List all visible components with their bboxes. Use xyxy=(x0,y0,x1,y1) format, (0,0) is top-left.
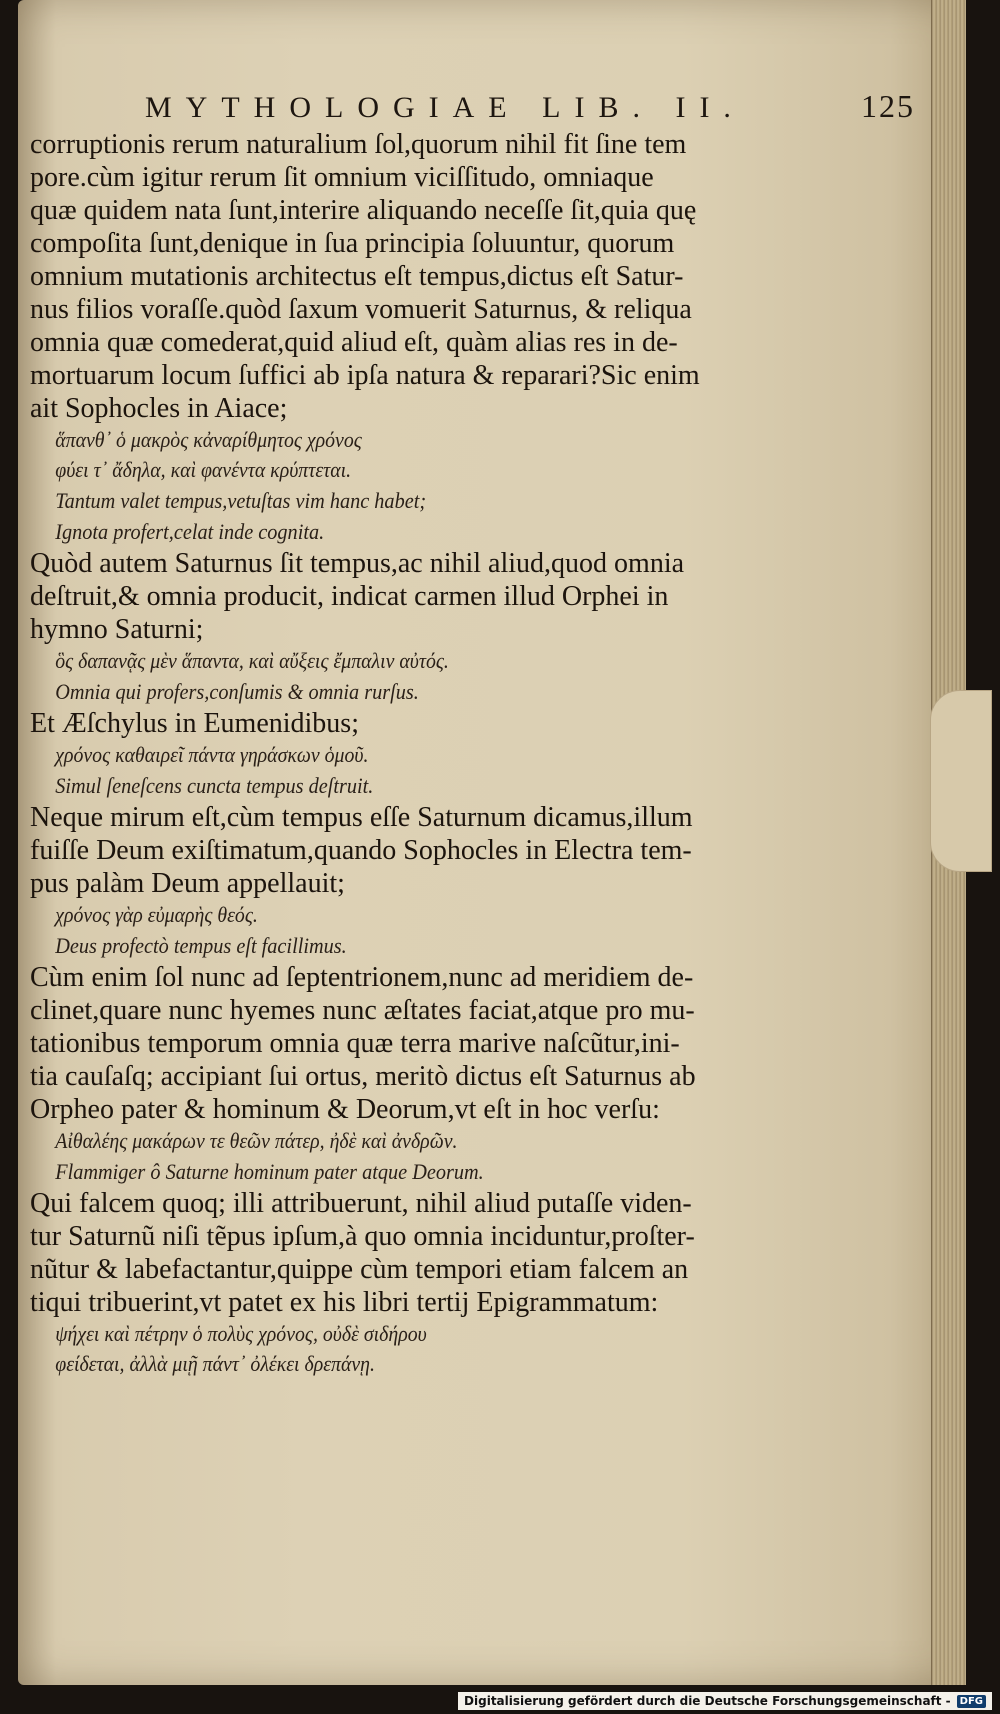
latin-verse-line: Omnia qui profers,conſumis & omnia rurſus. xyxy=(55,679,419,704)
latin-verse-line: Simul ſeneſcens cuncta tempus deſtruit. xyxy=(55,773,374,798)
text-line: omnium mutationis architectus eſt tempus,dictus eſt Satur- xyxy=(30,261,684,292)
text-line: hymno Saturni; xyxy=(30,614,204,645)
running-head-title: MYTHOLOGIAE LIB. II. xyxy=(145,91,745,124)
text-line: Cùm enim ſol nunc ad ſeptentrionem,nunc ad meridiem de- xyxy=(30,962,694,993)
text-line: tia cauſaſq; accipiant ſui ortus, meritò dictus eſt Saturnus ab xyxy=(30,1061,696,1092)
latin-verse-line: Flammiger ô Saturne hominum pater atque Deorum. xyxy=(55,1159,484,1184)
text-line: Neque mirum eſt,cùm tempus eſſe Saturnum dicamus,illum xyxy=(30,802,693,833)
footer-credit xyxy=(458,1692,992,1710)
dfg-logo: DFG xyxy=(957,1695,986,1708)
greek-verse-line: ψήχει καὶ πέτρην ὁ πολὺς χρόνος, οὐδὲ σιδήρου xyxy=(55,1321,427,1346)
text-line: Orpheo pater & hominum & Deorum,vt eſt in hoc verſu: xyxy=(30,1094,660,1125)
text-line: nus filios voraſſe.quòd ſaxum vomuerit Saturnus, & reliqua xyxy=(30,294,692,325)
text-line: tationibus temporum omnia quæ terra marive naſcũtur,ini- xyxy=(30,1028,680,1059)
text-line: pus palàm Deum appellauit; xyxy=(30,868,345,899)
text-line: fuiſſe Deum exiſtimatum,quando Sophocles in Electra tem- xyxy=(30,835,692,866)
text-line: corruptionis rerum naturalium ſol,quorum nihil fit ſine tem xyxy=(30,129,687,160)
greek-verse-line: Αἰθαλέης μακάρων τε θεῶν πάτερ, ἠδὲ καὶ ἀνδρῶν. xyxy=(55,1128,458,1153)
text-line: clinet,quare nunc hyemes nunc æſtates faciat,atque pro mu- xyxy=(30,995,695,1026)
text-line: ait Sophocles in Aiace; xyxy=(30,393,288,424)
greek-verse-line: φύει τ᾽ ἄδηλα, καὶ φανέντα κρύπτεται. xyxy=(55,457,352,482)
latin-verse-line: Tantum valet tempus,vetuſtas vim hanc habet; xyxy=(55,488,427,513)
text-line: omnia quæ comederat,quid aliud eſt, quàm alias res in de- xyxy=(30,327,678,358)
greek-verse-line: φείδεται, ἀλλὰ μιῇ πάντ᾽ ὀλέκει δρεπάνῃ. xyxy=(55,1351,375,1376)
latin-verse-line: Deus profectò tempus eſt facillimus. xyxy=(55,933,347,958)
text-line: mortuarum locum ſuffici ab ipſa natura & reparari?Sic enim xyxy=(30,360,700,391)
text-line: tur Saturnũ niſi tẽpus ipſum,à quo omnia inciduntur,proſter- xyxy=(30,1221,695,1252)
text-line: nũtur & labefactantur,quippe cùm tempori etiam falcem an xyxy=(30,1254,689,1285)
page-number: 125 xyxy=(861,88,915,124)
text-line: deſtruit,& omnia producit, indicat carmen illud Orphei in xyxy=(30,581,669,612)
greek-verse-line: χρόνος γὰρ εὐμαρὴς θεός. xyxy=(55,902,258,927)
text-line: Quòd autem Saturnus ſit tempus,ac nihil aliud,quod omnia xyxy=(30,548,685,579)
greek-verse-line: ἅπανθ᾽ ὁ μακρὸς κἀναρίθμητος χρόνος xyxy=(55,427,362,452)
greek-verse-line: ὃς δαπανᾷς μὲν ἅπαντα, καὶ αὔξεις ἔμπαλιν αὐτός. xyxy=(55,648,449,673)
text-line: quæ quidem nata ſunt,interire aliquando neceſſe ſit,quia quę xyxy=(30,195,697,226)
text-line: pore.cùm igitur rerum ſit omnium viciſſitudo, omniaque xyxy=(30,162,654,193)
greek-verse-line: χρόνος καθαιρεῖ πάντα γηράσκων ὁμοῦ. xyxy=(55,742,369,767)
text-line: Qui falcem quoq; illi attribuerunt, nihil aliud putaſſe viden- xyxy=(30,1188,692,1219)
latin-verse-line: Ignota profert,celat inde cognita. xyxy=(55,519,325,544)
text-line: tiqui tribuerint,vt patet ex his libri tertij Epigrammatum: xyxy=(30,1287,659,1318)
footer-credit-text: Digitalisierung gefördert durch die Deutsche Forschungsgemeinschaft - xyxy=(464,1694,951,1708)
text-line: Et Æſchylus in Eumenidibus; xyxy=(30,708,359,739)
running-head xyxy=(145,88,915,128)
page-tab-marker xyxy=(930,690,992,872)
body-text xyxy=(30,128,740,1379)
text-line: compoſita ſunt,denique in ſua principia ſoluuntur, quorum xyxy=(30,228,675,259)
